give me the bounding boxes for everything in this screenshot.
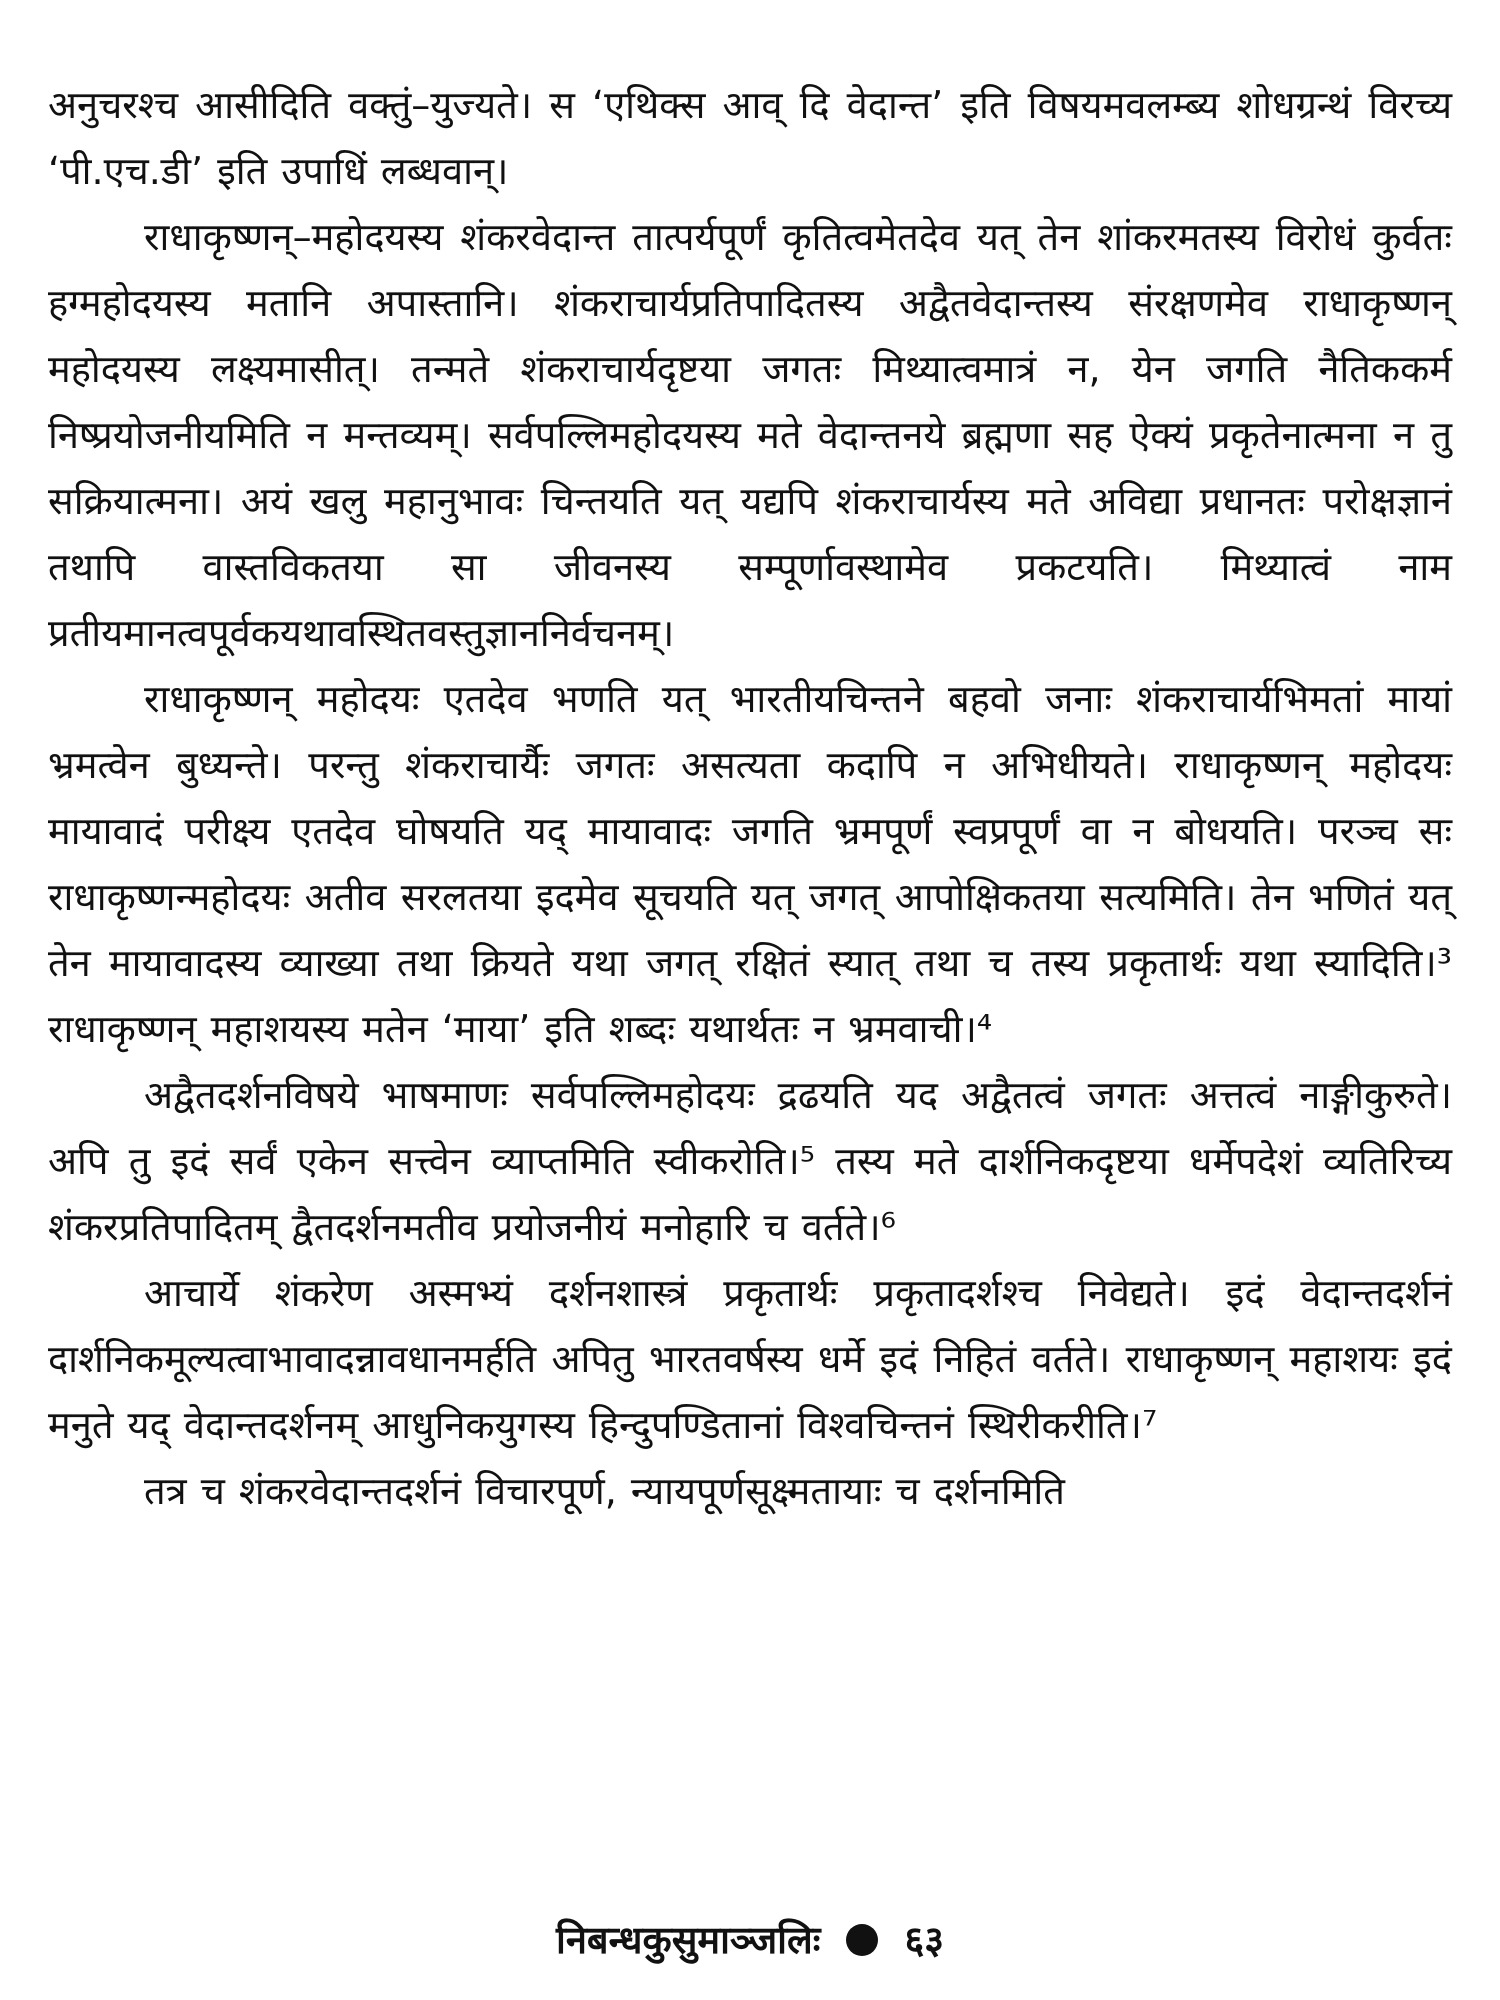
paragraph: अद्वैतदर्शनविषये भाषमाणः सर्वपल्लिमहोदयः द्रढयति यद अद्वैतत्वं जगतः अत्तत्वं नाङ्गीकुरुते। अपि तु इदं सर्वं एकेन सत्त्वेन व्याप्तमिति स्वीकरोति।⁵ तस्य मते दार्शनिकदृष्टया धर्मेपदेशं व्यतिरिच्य शंकरप्रतिपादितम् द्वैतदर्शनमतीव प्रयोजनीयं मनोहारि च वर्तते।⁶ — [48, 1073, 1452, 1249]
paragraph: आचार्ये शंकरेण अस्मभ्यं दर्शनशास्त्रं प्रकृतार्थः प्रकृतादर्शश्च निवेद्यते। इदं वेदान्तदर्शनं दार्शनिकमूल्यत्वाभावादन्नावधानमर्हति अपितु भारतवर्षस्य धर्मे इदं निहितं वर्तते। राधाकृष्णन् महाशयः इदं मनुते यद् वेदान्तदर्शनम् आधुनिकयुगस्य हिन्दुपण्डितानां विश्वचिन्तनं स्थिरीकरीति।⁷ — [48, 1271, 1452, 1447]
paragraph-continuation: अनुचरश्च आसीदिति वक्तुं–युज्यते। स ‘एथिक्स आव् दि वेदान्त’ इति विषयमवलम्ब्य शोधग्रन्थं विरच्य ‘पी.एच.डी’ इति उपाधिं लब्धवान्। — [48, 83, 1452, 193]
book-title: निबन्धकुसुमाञ्जलिः — [556, 1918, 821, 1962]
body-text — [48, 72, 1452, 1524]
page-footer — [0, 1910, 1500, 1970]
paragraph: राधाकृष्णन्–महोदयस्य शंकरवेदान्त तात्पर्यपूर्णं कृतित्वमेतदेव यत् तेन शांकरमतस्य विरोधं कुर्वतः हग्महोदयस्य मतानि अपास्तानि। शंकराचार्यप्रतिपादितस्य अद्वैतवेदान्तस्य संरक्षणमेव राधाकृष्णन् महोदयस्य लक्ष्यमासीत्। तन्मते शंकराचार्यदृष्टया जगतः मिथ्यात्वमात्रं न, येन जगति नैतिककर्म निष्प्रयोजनीयमिति न मन्तव्यम्। सर्वपल्लिमहोदयस्य मते वेदान्तनये ब्रह्मणा सह ऐक्यं प्रकृतेनात्मना न तु सक्रियात्मना। अयं खलु महानुभावः चिन्तयति यत् यद्यपि शंकराचार्यस्य मते अविद्या प्रधानतः परोक्षज्ञानं तथापि वास्तविकतया सा जीवनस्य सम्पूर्णावस्थामेव प्रकटयति। मिथ्यात्वं नाम प्रतीयमानत्वपूर्वकयथावस्थितवस्तुज्ञाननिर्वचनम्। — [48, 215, 1452, 655]
paragraph: राधाकृष्णन् महोदयः एतदेव भणति यत् भारतीयचिन्तने बहवो जनाः शंकराचार्यभिमतां मायां भ्रमत्वेन बुध्यन्ते। परन्तु शंकराचार्यैः जगतः असत्यता कदापि न अभिधीयते। राधाकृष्णन् महोदयः मायावादं परीक्ष्य एतदेव घोषयति यद् मायावादः जगति भ्रमपूर्णं स्वप्रपूर्णं वा न बोधयति। परञ्च सः राधाकृष्णन्महोदयः अतीव सरलतया इदमेव सूचयति यत् जगत् आपोक्षिकतया सत्यमिति। तेन भणितं यत् तेन मायावादस्य व्याख्या तथा क्रियते यथा जगत् रक्षितं स्यात् तथा च तस्य प्रकृतार्थः यथा स्यादिति।³ राधाकृष्णन् महाशयस्य मतेन ‘माया’ इति शब्दः यथार्थतः न भ्रमवाची।⁴ — [48, 677, 1452, 1051]
paragraph: तत्र च शंकरवेदान्तदर्शनं विचारपूर्ण, न्यायपूर्णसूक्ष्मतायाः च दर्शनमिति — [144, 1469, 1065, 1513]
bullet-icon — [846, 1924, 878, 1956]
page-number: ६३ — [904, 1918, 944, 1962]
